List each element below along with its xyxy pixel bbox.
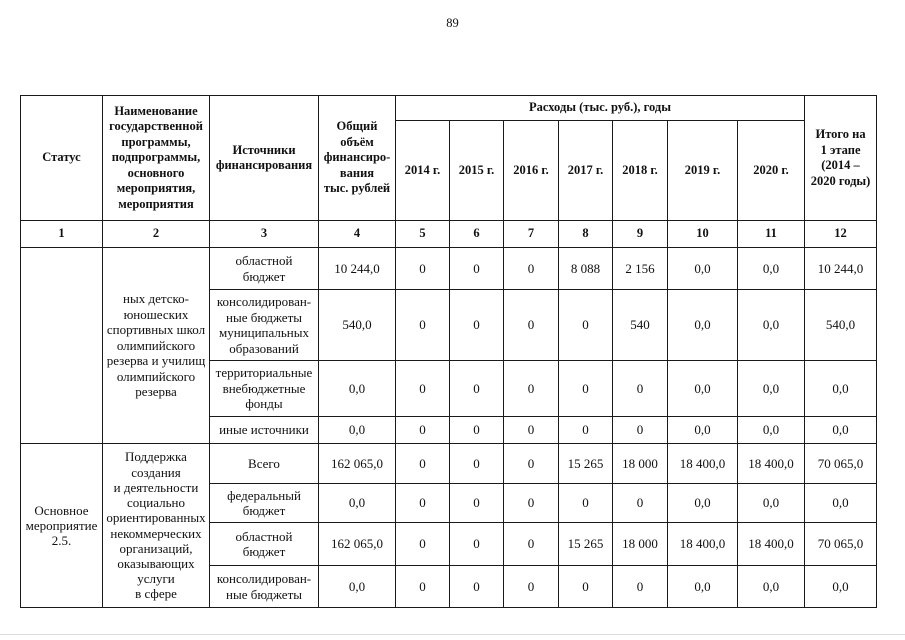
year-2015-cell: 0 bbox=[450, 444, 504, 484]
year-2018-cell: 18 000 bbox=[613, 523, 668, 566]
column-number: 6 bbox=[450, 221, 504, 248]
year-2018-cell: 18 000 bbox=[613, 444, 668, 484]
year-2014-cell: 0 bbox=[396, 566, 450, 608]
header-stage-total: Итого на 1 этапе (2014 – 2020 годы) bbox=[805, 96, 877, 221]
status-cell bbox=[21, 248, 103, 444]
year-2016-cell: 0 bbox=[504, 417, 559, 444]
header-year-2016: 2016 г. bbox=[504, 121, 559, 221]
header-year-2018: 2018 г. bbox=[613, 121, 668, 221]
column-number: 3 bbox=[210, 221, 319, 248]
year-2018-cell: 2 156 bbox=[613, 248, 668, 290]
status-cell: Основное мероприятие 2.5. bbox=[21, 444, 103, 608]
year-2020-cell: 18 400,0 bbox=[738, 523, 805, 566]
funding-source-cell: территориальные внебюджетные фонды bbox=[210, 361, 319, 417]
page-number: 89 bbox=[446, 16, 459, 30]
year-2014-cell: 0 bbox=[396, 523, 450, 566]
year-2019-cell: 0,0 bbox=[668, 290, 738, 361]
total-funding-cell: 0,0 bbox=[319, 484, 396, 523]
funding-source-cell: консолидирован- ные бюджеты муниципальных образований bbox=[210, 290, 319, 361]
year-2014-cell: 0 bbox=[396, 248, 450, 290]
total-funding-cell: 0,0 bbox=[319, 417, 396, 444]
total-funding-cell: 540,0 bbox=[319, 290, 396, 361]
stage-total-cell: 10 244,0 bbox=[805, 248, 877, 290]
column-number: 1 bbox=[21, 221, 103, 248]
year-2018-cell: 0 bbox=[613, 417, 668, 444]
year-2019-cell: 0,0 bbox=[668, 566, 738, 608]
total-funding-cell: 0,0 bbox=[319, 566, 396, 608]
column-number: 9 bbox=[613, 221, 668, 248]
header-year-2019: 2019 г. bbox=[668, 121, 738, 221]
year-2018-cell: 0 bbox=[613, 566, 668, 608]
header-expenses-by-year: Расходы (тыс. руб.), годы bbox=[396, 96, 805, 121]
year-2017-cell: 0 bbox=[559, 417, 613, 444]
year-2016-cell: 0 bbox=[504, 523, 559, 566]
header-status: Статус bbox=[21, 96, 103, 221]
stage-total-cell: 0,0 bbox=[805, 417, 877, 444]
header-funding-sources: Источники финансирования bbox=[210, 96, 319, 221]
year-2015-cell: 0 bbox=[450, 484, 504, 523]
header-year-2015: 2015 г. bbox=[450, 121, 504, 221]
header-total-funding: Общий объём финансиро- вания тыс. рублей bbox=[319, 96, 396, 221]
stage-total-cell: 70 065,0 bbox=[805, 444, 877, 484]
year-2020-cell: 0,0 bbox=[738, 484, 805, 523]
year-2016-cell: 0 bbox=[504, 566, 559, 608]
year-2014-cell: 0 bbox=[396, 444, 450, 484]
funding-source-cell: федеральный бюджет bbox=[210, 484, 319, 523]
year-2020-cell: 0,0 bbox=[738, 290, 805, 361]
year-2019-cell: 0,0 bbox=[668, 361, 738, 417]
header-year-2017: 2017 г. bbox=[559, 121, 613, 221]
program-name-cell: Поддержка создания и деятельности социально ориентированных некоммерческих организаций, оказывающих услуги в сфере bbox=[103, 444, 210, 608]
stage-total-cell: 70 065,0 bbox=[805, 523, 877, 566]
total-funding-cell: 162 065,0 bbox=[319, 523, 396, 566]
header-year-2014: 2014 г. bbox=[396, 121, 450, 221]
year-2016-cell: 0 bbox=[504, 361, 559, 417]
column-number: 10 bbox=[668, 221, 738, 248]
column-number: 12 bbox=[805, 221, 877, 248]
year-2017-cell: 0 bbox=[559, 566, 613, 608]
program-name-cell: ных детско- юношеских спортивных школ олимпийского резерва и училищ олимпийского резерва bbox=[103, 248, 210, 444]
funding-source-cell: Всего bbox=[210, 444, 319, 484]
total-funding-cell: 162 065,0 bbox=[319, 444, 396, 484]
year-2016-cell: 0 bbox=[504, 290, 559, 361]
column-number: 7 bbox=[504, 221, 559, 248]
stage-total-cell: 0,0 bbox=[805, 566, 877, 608]
year-2014-cell: 0 bbox=[396, 417, 450, 444]
funding-source-cell: консолидирован- ные бюджеты bbox=[210, 566, 319, 608]
year-2015-cell: 0 bbox=[450, 566, 504, 608]
year-2015-cell: 0 bbox=[450, 417, 504, 444]
year-2019-cell: 0,0 bbox=[668, 484, 738, 523]
table-row bbox=[21, 444, 877, 484]
funding-source-cell: областной бюджет bbox=[210, 248, 319, 290]
year-2019-cell: 0,0 bbox=[668, 417, 738, 444]
year-2017-cell: 8 088 bbox=[559, 248, 613, 290]
year-2020-cell: 0,0 bbox=[738, 248, 805, 290]
header-program-name: Наименование государственной программы, подпрограммы, основного мероприятия, мероприятия bbox=[103, 96, 210, 221]
total-funding-cell: 0,0 bbox=[319, 361, 396, 417]
year-2020-cell: 0,0 bbox=[738, 361, 805, 417]
total-funding-cell: 10 244,0 bbox=[319, 248, 396, 290]
year-2018-cell: 0 bbox=[613, 484, 668, 523]
stage-total-cell: 0,0 bbox=[805, 361, 877, 417]
column-number: 8 bbox=[559, 221, 613, 248]
scan-edge-line bbox=[0, 634, 905, 635]
year-2015-cell: 0 bbox=[450, 523, 504, 566]
column-number: 2 bbox=[103, 221, 210, 248]
year-2014-cell: 0 bbox=[396, 361, 450, 417]
stage-total-cell: 540,0 bbox=[805, 290, 877, 361]
year-2014-cell: 0 bbox=[396, 290, 450, 361]
year-2020-cell: 0,0 bbox=[738, 417, 805, 444]
year-2016-cell: 0 bbox=[504, 444, 559, 484]
year-2017-cell: 0 bbox=[559, 290, 613, 361]
year-2020-cell: 0,0 bbox=[738, 566, 805, 608]
column-number: 4 bbox=[319, 221, 396, 248]
year-2017-cell: 15 265 bbox=[559, 444, 613, 484]
year-2014-cell: 0 bbox=[396, 484, 450, 523]
year-2017-cell: 15 265 bbox=[559, 523, 613, 566]
year-2017-cell: 0 bbox=[559, 361, 613, 417]
year-2016-cell: 0 bbox=[504, 484, 559, 523]
year-2018-cell: 540 bbox=[613, 290, 668, 361]
funding-source-cell: иные источники bbox=[210, 417, 319, 444]
header-row bbox=[21, 96, 877, 121]
year-2016-cell: 0 bbox=[504, 248, 559, 290]
header-year-2020: 2020 г. bbox=[738, 121, 805, 221]
year-2019-cell: 18 400,0 bbox=[668, 523, 738, 566]
table-row bbox=[21, 248, 877, 290]
column-numbers-row bbox=[21, 221, 877, 248]
year-2015-cell: 0 bbox=[450, 248, 504, 290]
year-2017-cell: 0 bbox=[559, 484, 613, 523]
year-2015-cell: 0 bbox=[450, 290, 504, 361]
year-2019-cell: 18 400,0 bbox=[668, 444, 738, 484]
year-2020-cell: 18 400,0 bbox=[738, 444, 805, 484]
year-2015-cell: 0 bbox=[450, 361, 504, 417]
year-2019-cell: 0,0 bbox=[668, 248, 738, 290]
stage-total-cell: 0,0 bbox=[805, 484, 877, 523]
funding-source-cell: областной бюджет bbox=[210, 523, 319, 566]
year-2018-cell: 0 bbox=[613, 361, 668, 417]
column-number: 11 bbox=[738, 221, 805, 248]
column-number: 5 bbox=[396, 221, 450, 248]
budget-table bbox=[20, 95, 877, 608]
